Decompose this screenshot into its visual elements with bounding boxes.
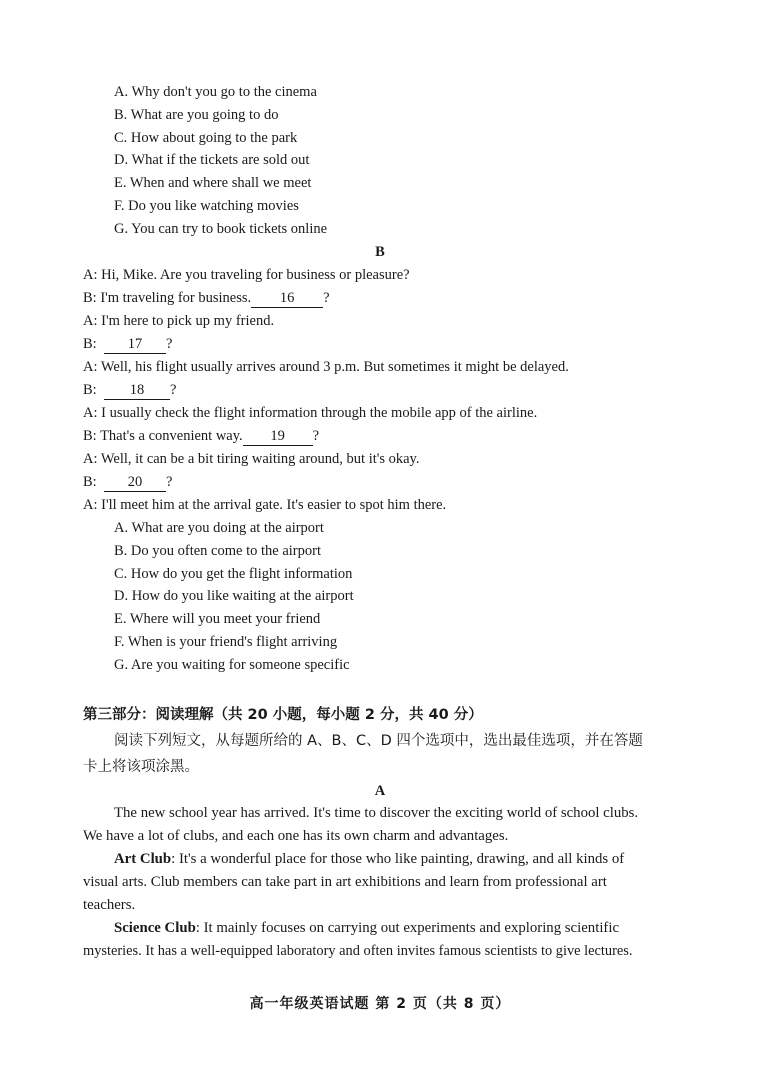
answer-blank: 17: [104, 336, 166, 354]
option-c: C. How do you get the flight information: [114, 566, 353, 582]
dialogue-line: A: Well, it can be a bit tiring waiting around, but it's okay.: [83, 451, 420, 467]
option-g: G. Are you waiting for someone specific: [114, 657, 350, 673]
option-f: F. When is your friend's flight arriving: [114, 634, 338, 650]
science-club-label: Science Club: [114, 920, 196, 936]
dialogue-line: [83, 288, 330, 308]
passage-text: mysteries. It has a well-equipped laboratory and often invites famous scientists to give lectures.: [83, 943, 633, 959]
science-club-text: : It mainly focuses on carrying out experiments and exploring scientific: [195, 920, 620, 936]
page-footer: 高一年级英语试题 第 2 页（共 8 页）: [249, 996, 511, 1012]
answer-blank: 20: [104, 474, 166, 492]
part3-instruction: 阅读下列短文，从每题所给的 A、B、C、D 四个选项中，选出最佳选项，并在答题: [114, 733, 643, 749]
option-b: B. Do you often come to the airport: [114, 543, 321, 559]
option-e: E. When and where shall we meet: [114, 175, 312, 191]
dialogue-text: B: I'm traveling for business.: [83, 290, 252, 306]
answer-blank: 19: [243, 428, 313, 446]
option-a: A. Why don't you go to the cinema: [114, 84, 317, 100]
question-mark: ?: [323, 290, 330, 306]
dialogue-line: A: Hi, Mike. Are you traveling for business or pleasure?: [83, 267, 410, 283]
section-b-heading: B: [375, 244, 385, 260]
passage-text: [114, 849, 624, 869]
option-d: D. How do you like waiting at the airport: [114, 588, 354, 604]
option-d: D. What if the tickets are sold out: [114, 152, 310, 168]
dialogue-text: B:: [83, 336, 97, 352]
dialogue-line: A: I'm here to pick up my friend.: [83, 313, 275, 329]
option-b: B. What are you going to do: [114, 107, 279, 123]
dialogue-line: A: I'll meet him at the arrival gate. It's easier to spot him there.: [83, 497, 447, 513]
option-c: C. How about going to the park: [114, 130, 298, 146]
dialogue-line: [83, 472, 172, 492]
dialogue-line: [83, 426, 319, 446]
passage-text: We have a lot of clubs, and each one has its own charm and advantages.: [83, 828, 509, 844]
passage-text: visual arts. Club members can take part in art exhibitions and learn from professional art: [83, 874, 607, 890]
question-mark: ?: [169, 382, 177, 398]
answer-blank: 16: [251, 290, 323, 308]
part3-title: 第三部分：阅读理解（共 20 小题，每小题 2 分，共 40 分）: [83, 707, 483, 723]
question-mark: ?: [165, 474, 173, 490]
art-club-label: Art Club: [114, 851, 172, 867]
passage-text: [114, 918, 619, 938]
option-a: A. What are you doing at the airport: [114, 520, 324, 536]
answer-blank: 18: [104, 382, 170, 400]
dialogue-line: A: I usually check the flight information through the mobile app of the airline.: [83, 405, 538, 421]
passage-text: teachers.: [83, 897, 136, 913]
dialogue-text: B:: [83, 474, 97, 490]
option-g: G. You can try to book tickets online: [114, 221, 328, 237]
dialogue-text: B: That's a convenient way.: [83, 428, 243, 444]
question-mark: ?: [312, 428, 320, 444]
passage-a-heading: A: [374, 783, 386, 799]
art-club-text: : It's a wonderful place for those who like painting, drawing, and all kinds of: [171, 851, 625, 867]
option-e: E. Where will you meet your friend: [114, 611, 321, 627]
part3-instruction: 卡上将该项涂黑。: [83, 759, 199, 775]
passage-text: The new school year has arrived. It's time to discover the exciting world of school clubs.: [114, 805, 639, 821]
option-f: F. Do you like watching movies: [114, 198, 299, 214]
dialogue-line: [83, 334, 172, 354]
question-mark: ?: [165, 336, 173, 352]
dialogue-text: B:: [83, 382, 97, 398]
dialogue-line: [83, 380, 176, 400]
dialogue-line: A: Well, his flight usually arrives around 3 p.m. But sometimes it might be delayed.: [83, 359, 569, 375]
